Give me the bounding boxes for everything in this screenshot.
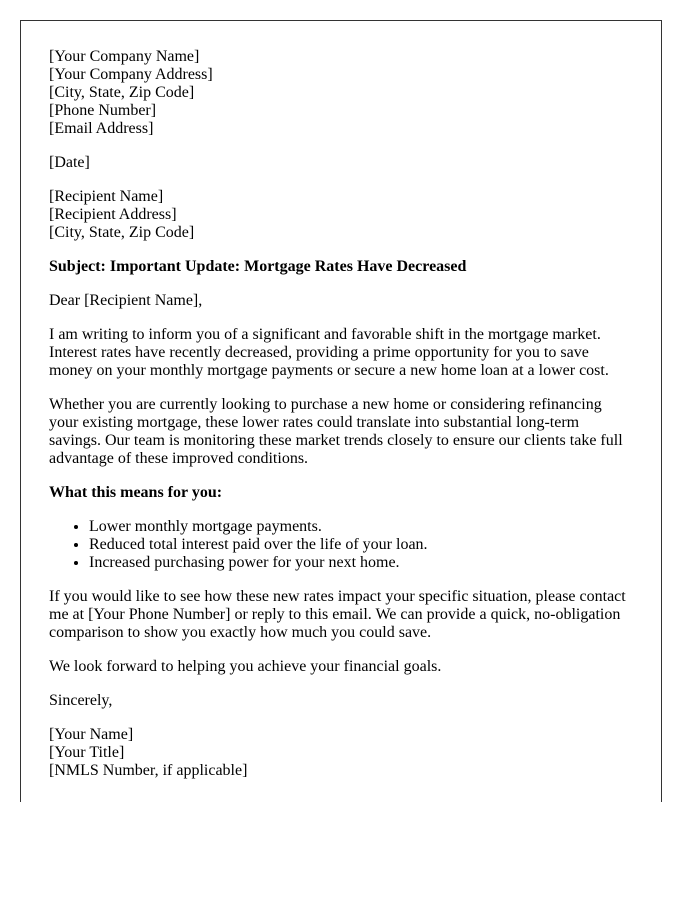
letter-date: [Date] — [49, 154, 90, 171]
signer-nmls: [NMLS Number, if applicable] — [49, 762, 248, 779]
sender-company-name: [Your Company Name] — [49, 48, 200, 65]
recipient-address-line: [Recipient Address] — [49, 206, 177, 223]
sender-company-address: [Your Company Address] — [49, 66, 213, 83]
body-paragraph: If you would like to see how these new rates impact your specific situation, please contact me at [Your Phone Number] or reply to this email. We can provide a quick, no-obligation comparison to show you exactly how much you could save. — [49, 588, 626, 641]
benefits-list — [49, 518, 633, 572]
list-item: • Reduced total interest paid over the life of your loan. — [89, 536, 633, 554]
body-paragraph: I am writing to inform you of a significant and favorable shift in the mortgage market. Interest rates have recently decreased, providing a prime opportunity for you to save money on your monthly mortgage payments or secure a new home loan at a lower cost. — [49, 326, 609, 379]
letter-page — [20, 20, 662, 802]
signoff: Sincerely, — [49, 692, 113, 709]
recipient-city-state-zip: [City, State, Zip Code] — [49, 224, 195, 241]
body-paragraph: Whether you are currently looking to purchase a new home or considering refinancing your existing mortgage, these lower rates could translate into substantial long-term savings. Our team is monitoring these market trends closely to ensure our clients take full advantage of these improved conditions. — [49, 396, 623, 467]
subject-line: Subject: Important Update: Mortgage Rates Have Decreased — [49, 258, 467, 275]
body-paragraph: We look forward to helping you achieve your financial goals. — [49, 658, 442, 675]
list-item: • Increased purchasing power for your next home. — [89, 554, 633, 572]
sender-city-state-zip: [City, State, Zip Code] — [49, 84, 195, 101]
salutation: Dear [Recipient Name], — [49, 292, 203, 309]
recipient-name: [Recipient Name] — [49, 188, 164, 205]
recipient-address — [49, 188, 633, 242]
list-item: • Lower monthly mortgage payments. — [89, 518, 633, 536]
benefits-heading: What this means for you: — [49, 484, 223, 501]
signature-block — [49, 726, 633, 780]
signer-name: [Your Name] — [49, 726, 134, 743]
sender-phone: [Phone Number] — [49, 102, 157, 119]
sender-address — [49, 48, 633, 138]
sender-email: [Email Address] — [49, 120, 154, 137]
signer-title: [Your Title] — [49, 744, 125, 761]
